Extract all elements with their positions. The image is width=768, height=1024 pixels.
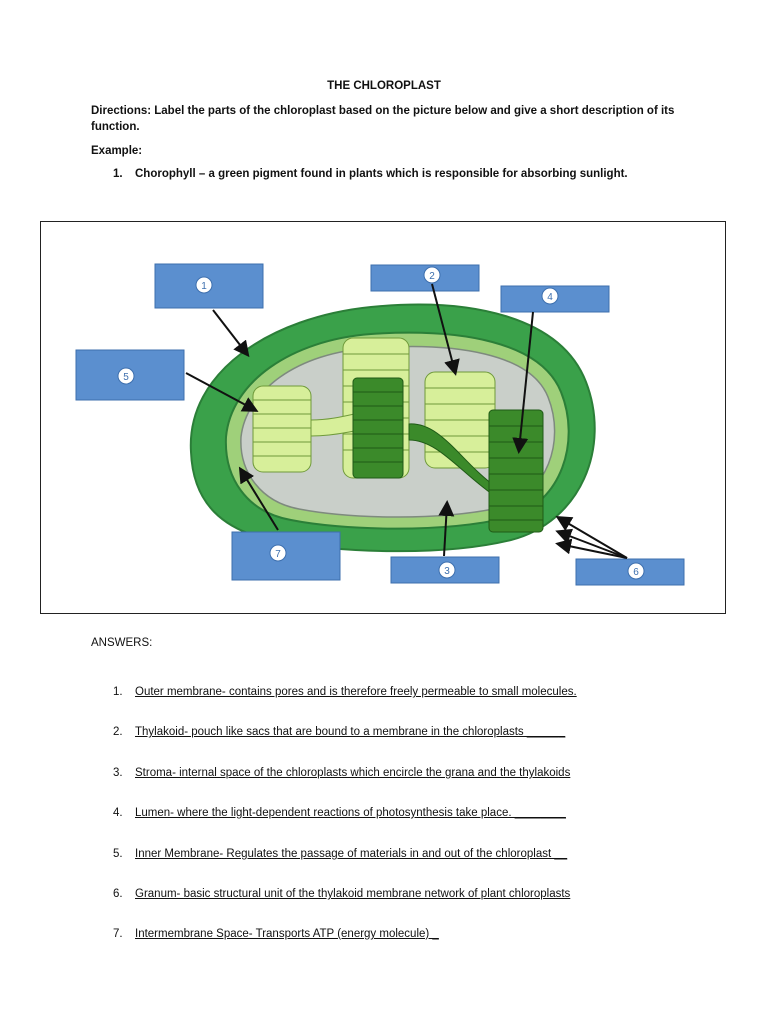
answer-text: Granum- basic structural unit of the thylakoid membrane network of plant chloroplasts [135,888,571,900]
answer-number: 6. [113,888,123,900]
answer-number: 3. [113,767,123,779]
answer-number: 1. [113,686,123,698]
answer-text: Lumen- where the light-dependent reactions of photosynthesis take place. ________ [135,807,566,819]
answer-number: 2. [113,726,123,738]
answer-text: Outer membrane- contains pores and is therefore freely permeable to small molecules. [135,686,577,698]
label-number: 1 [201,281,207,292]
answer-item [113,686,577,698]
answer-text: Intermembrane Space- Transports ATP (energy molecule) _ [135,928,439,940]
dark-granum-right [489,410,543,532]
answer-number: 7. [113,928,123,940]
directions-text: Directions: Label the parts of the chloroplast based on the picture below and give a short description of its function. [91,105,675,133]
answer-item [113,928,439,940]
answer-text: Stroma- internal space of the chloroplasts which encircle the grana and the thylakoids [135,767,571,779]
answer-item [113,767,570,779]
label-box-2 [371,265,479,291]
label-box-5 [76,350,184,400]
answer-text: Inner Membrane- Regulates the passage of materials in and out of the chloroplast __ [135,848,568,860]
label-box-7 [232,532,340,580]
answer-item [113,888,570,900]
chloroplast-figure [40,221,726,614]
dark-granum-center [353,378,403,478]
answer-item [113,807,566,819]
example-item-text: Chorophyll – a green pigment found in plants which is responsible for absorbing sunlight. [135,168,628,180]
label-number: 3 [444,566,450,577]
label-number: 4 [547,292,553,303]
example-item [113,168,628,180]
label-box-4 [501,286,609,312]
example-label: Example: [91,145,143,157]
answer-number: 4. [113,807,123,819]
label-number: 2 [429,271,435,282]
label-number: 7 [275,549,281,560]
label-box-6 [576,559,684,585]
answer-item [113,848,567,860]
page-title: THE CHLOROPLAST [327,80,441,92]
label-box-3 [391,557,499,583]
answers-label: ANSWERS: [91,637,153,649]
answer-number: 5. [113,848,123,860]
light-granum-left [253,386,311,472]
chloroplast-diagram [41,222,725,613]
label-number: 6 [633,567,639,578]
answer-item [113,726,565,738]
answer-text: Thylakoid- pouch like sacs that are bound to a membrane in the chloroplasts ______ [135,726,566,738]
example-item-number: 1. [113,168,123,180]
label-number: 5 [123,372,129,383]
label-box-1 [155,264,263,308]
